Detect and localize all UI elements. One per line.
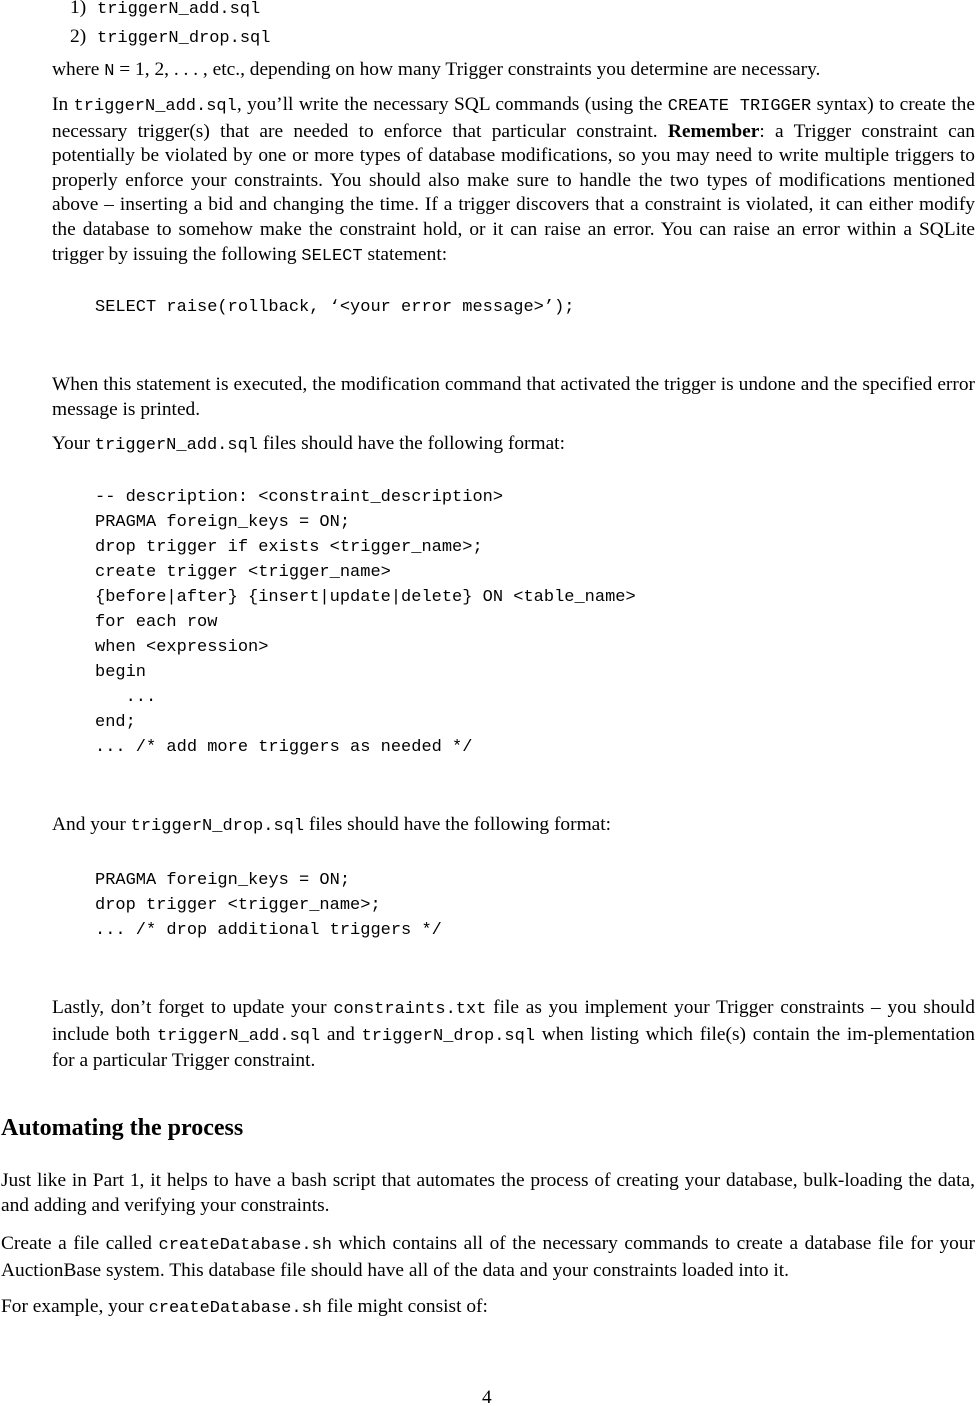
text: file as you implement your Trigger constraints – you should include both xyxy=(52,997,975,1045)
code-line: {before|after} {insert|update|delete} ON <table_name> xyxy=(95,588,636,607)
inline-code: constraints.txt xyxy=(333,1000,487,1019)
text: Create a file called xyxy=(1,1233,159,1254)
text: statement: xyxy=(362,243,448,265)
file-name: triggerN_drop.sql xyxy=(97,29,271,48)
text: and xyxy=(320,1023,362,1045)
code-select-raise: SELECT raise(rollback, ‘<your error message>’); xyxy=(95,298,575,317)
paragraph-and-drop xyxy=(52,813,975,840)
paragraph-where xyxy=(52,58,975,85)
paragraph-create-file xyxy=(1,1232,975,1283)
text: = 1, 2, . . . , etc., depending on how many Trigger constraints you determine are necessary. xyxy=(114,59,821,80)
bold-text: Remember xyxy=(667,120,760,142)
inline-code: triggerN_drop.sql xyxy=(130,817,305,836)
code-line: end; xyxy=(95,713,136,732)
code-line: drop trigger if exists <trigger_name>; xyxy=(95,538,483,557)
inline-code: createDatabase.sh xyxy=(158,1236,332,1255)
inline-code: triggerN_drop.sql xyxy=(361,1026,536,1046)
code-line: begin xyxy=(95,663,147,682)
inline-code: createDatabase.sh xyxy=(148,1299,322,1318)
code-line: for each row xyxy=(95,613,218,632)
paragraph-lastly xyxy=(52,996,975,1074)
text: In xyxy=(52,94,74,115)
text: files should have the following format: xyxy=(304,814,612,835)
text: When this statement is executed, the modification command that activated the trigger is undone and the specified error message is printed. xyxy=(52,374,975,420)
text: where xyxy=(52,59,105,80)
paragraph-your-add xyxy=(52,432,975,459)
paragraph-just-like xyxy=(1,1169,975,1218)
code-line: PRAGMA foreign_keys = ON; xyxy=(95,513,351,532)
paragraph-when xyxy=(52,373,975,422)
page-number: 4 xyxy=(482,1387,492,1406)
list-number: 2) xyxy=(70,26,87,47)
code-line: when <expression> xyxy=(95,638,269,657)
code-line: drop trigger <trigger_name>; xyxy=(95,896,381,915)
file-name: triggerN_add.sql xyxy=(97,0,261,19)
list-item xyxy=(70,25,270,51)
text: For example, your xyxy=(1,1296,149,1317)
list-item xyxy=(70,0,260,22)
text: Your xyxy=(52,433,95,454)
code-drop-format xyxy=(95,868,442,943)
inline-code: triggerN_add.sql xyxy=(94,436,258,455)
text: files should have the following format: xyxy=(258,433,565,454)
text: And your xyxy=(52,814,131,835)
text: Lastly, don’t forget to update your xyxy=(52,997,334,1018)
inline-code: SELECT xyxy=(301,246,363,266)
code-line: create trigger <trigger_name> xyxy=(95,563,391,582)
inline-code: triggerN_add.sql xyxy=(156,1026,321,1046)
paragraph-in-trigger xyxy=(52,93,975,269)
list-number: 1) xyxy=(70,0,87,18)
text: which contains all of the necessary commands to create a database file for your AuctionBase system. This database file should have all of the data and your constraints loaded into it. xyxy=(1,1233,975,1281)
code-line: PRAGMA foreign_keys = ON; xyxy=(95,871,351,890)
code-line: ... /* add more triggers as needed */ xyxy=(95,738,473,757)
text: when listing which file(s) contain the im-plementation for a particular Trigger constraint. xyxy=(52,1023,976,1072)
inline-code: N xyxy=(104,62,115,81)
text: : a Trigger constraint can potentially be violated by one or more types of database modifications, so you may need to write multiple triggers to properly enforce your constraints. You should also make sure to handle the two types of modifications mentioned above – inserting a bid and changing the time. If a trigger discovers that a constraint is violated, it can either modify the database to somehow make the constraint hold, or it can raise an error. You can raise an error within a SQLite trigger by issuing the following xyxy=(52,120,975,265)
code-line: ... xyxy=(95,688,157,707)
code-line: ... /* drop additional triggers */ xyxy=(95,921,442,940)
code-line: -- description: <constraint_description> xyxy=(95,488,504,507)
inline-code: CREATE TRIGGER xyxy=(667,97,812,116)
code-add-format xyxy=(95,485,636,760)
paragraph-for-example xyxy=(1,1295,975,1322)
inline-code: triggerN_add.sql xyxy=(73,97,237,116)
text: syntax) to create the necessary trigger(s) that are needed to enforce that particular constraint. xyxy=(52,94,975,142)
section-heading: Automating the process xyxy=(1,1115,244,1141)
text: file might consist of: xyxy=(322,1296,488,1317)
text: , you’ll write the necessary SQL commands (using the xyxy=(236,94,668,115)
text: Just like in Part 1, it helps to have a bash script that automates the process of creating your database, bulk-loading the data, and adding and verifying your constraints. xyxy=(1,1170,975,1216)
